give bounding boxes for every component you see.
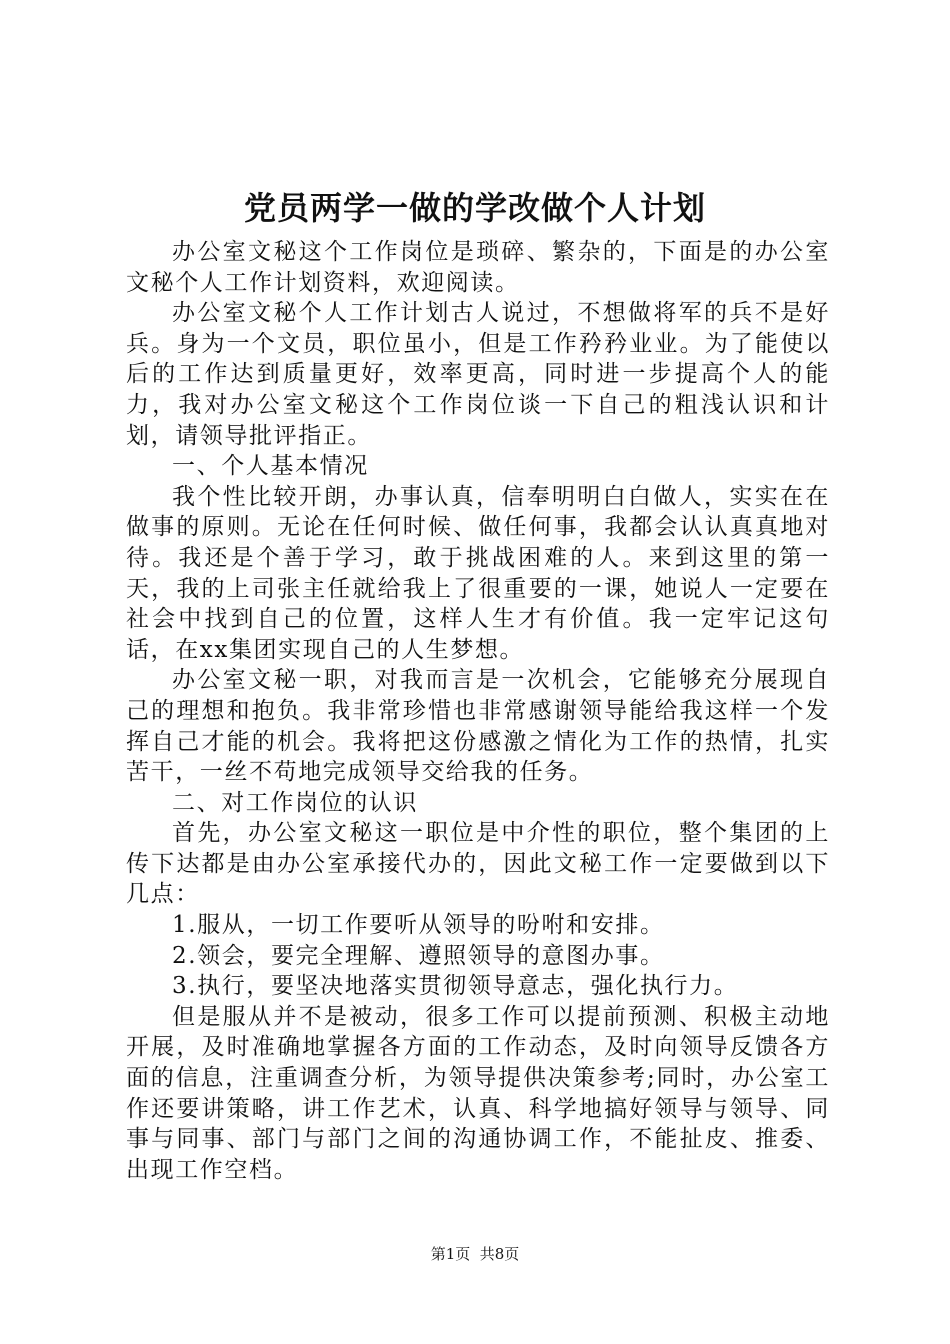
intro-paragraph: 办公室文秘这个工作岗位是琐碎、繁杂的，下面是的办公室文秘个人工作计划资料，欢迎阅读。 xyxy=(126,239,830,296)
document-body xyxy=(126,237,830,1185)
list-item-comprehend: 2.领会，要完全理解、遵照领导的意图办事。 xyxy=(172,942,665,969)
section-heading-personal-info: 一、个人基本情况 xyxy=(172,453,369,480)
opportunity-paragraph: 办公室文秘一职，对我而言是一次机会，它能够充分展现自己的理想和抱负。我非常珍惜也非常感谢领导能给我这样一个发挥自己才能的机会。我将把这份感激之情化为工作的热情，扎实苦干，一丝不苟地完成领导交给我的任务。 xyxy=(126,667,830,786)
personal-info-paragraph: 我个性比较开朗，办事认真，信奉明明白白做人，实实在在做事的原则。无论在任何时候、做任何事，我都会认认真真地对待。我还是个善于学习，敢于挑战困难的人。来到这里的第一天，我的上司张主任就给我上了很重要的一课，她说人一定要在社会中找到自己的位置，这样人生才有价值。我一定牢记这句话，在xx集团实现自己的人生梦想。 xyxy=(126,483,830,663)
list-item-execute: 3.执行，要坚决地落实贯彻领导意志，强化执行力。 xyxy=(172,973,739,1000)
page-number-footer: 第1页 共8页 xyxy=(430,1245,520,1263)
plan-intro-paragraph: 办公室文秘个人工作计划古人说过，不想做将军的兵不是好兵。身为一个文员，职位虽小，但是工作矜矜业业。为了能使以后的工作达到质量更好，效率更高，同时进一步提高个人的能力，我对办公室文秘这个工作岗位谈一下自己的粗浅认识和计划，请领导批评指正。 xyxy=(126,300,830,449)
list-item-obey: 1.服从，一切工作要听从领导的吩咐和安排。 xyxy=(172,912,665,939)
proactive-work-paragraph: 但是服从并不是被动，很多工作可以提前预测、积极主动地开展，及时准确地掌握各方面的工作动态，及时向领导反馈各方面的信息，注重调查分析，为领导提供决策参考;同时，办公室工作还要讲策略，讲工作艺术，认真、科学地搞好领导与领导、同事与同事、部门与部门之间的沟通协调工作，不能扯皮、推委、出现工作空档。 xyxy=(126,1003,830,1183)
section-heading-job-understanding: 二、对工作岗位的认识 xyxy=(172,789,418,816)
job-understanding-paragraph: 首先，办公室文秘这一职位是中介性的职位，整个集团的上传下达都是由办公室承接代办的，因此文秘工作一定要做到以下几点： xyxy=(126,820,830,908)
page-title: 党员两学一做的学改做个人计划 xyxy=(243,189,706,227)
